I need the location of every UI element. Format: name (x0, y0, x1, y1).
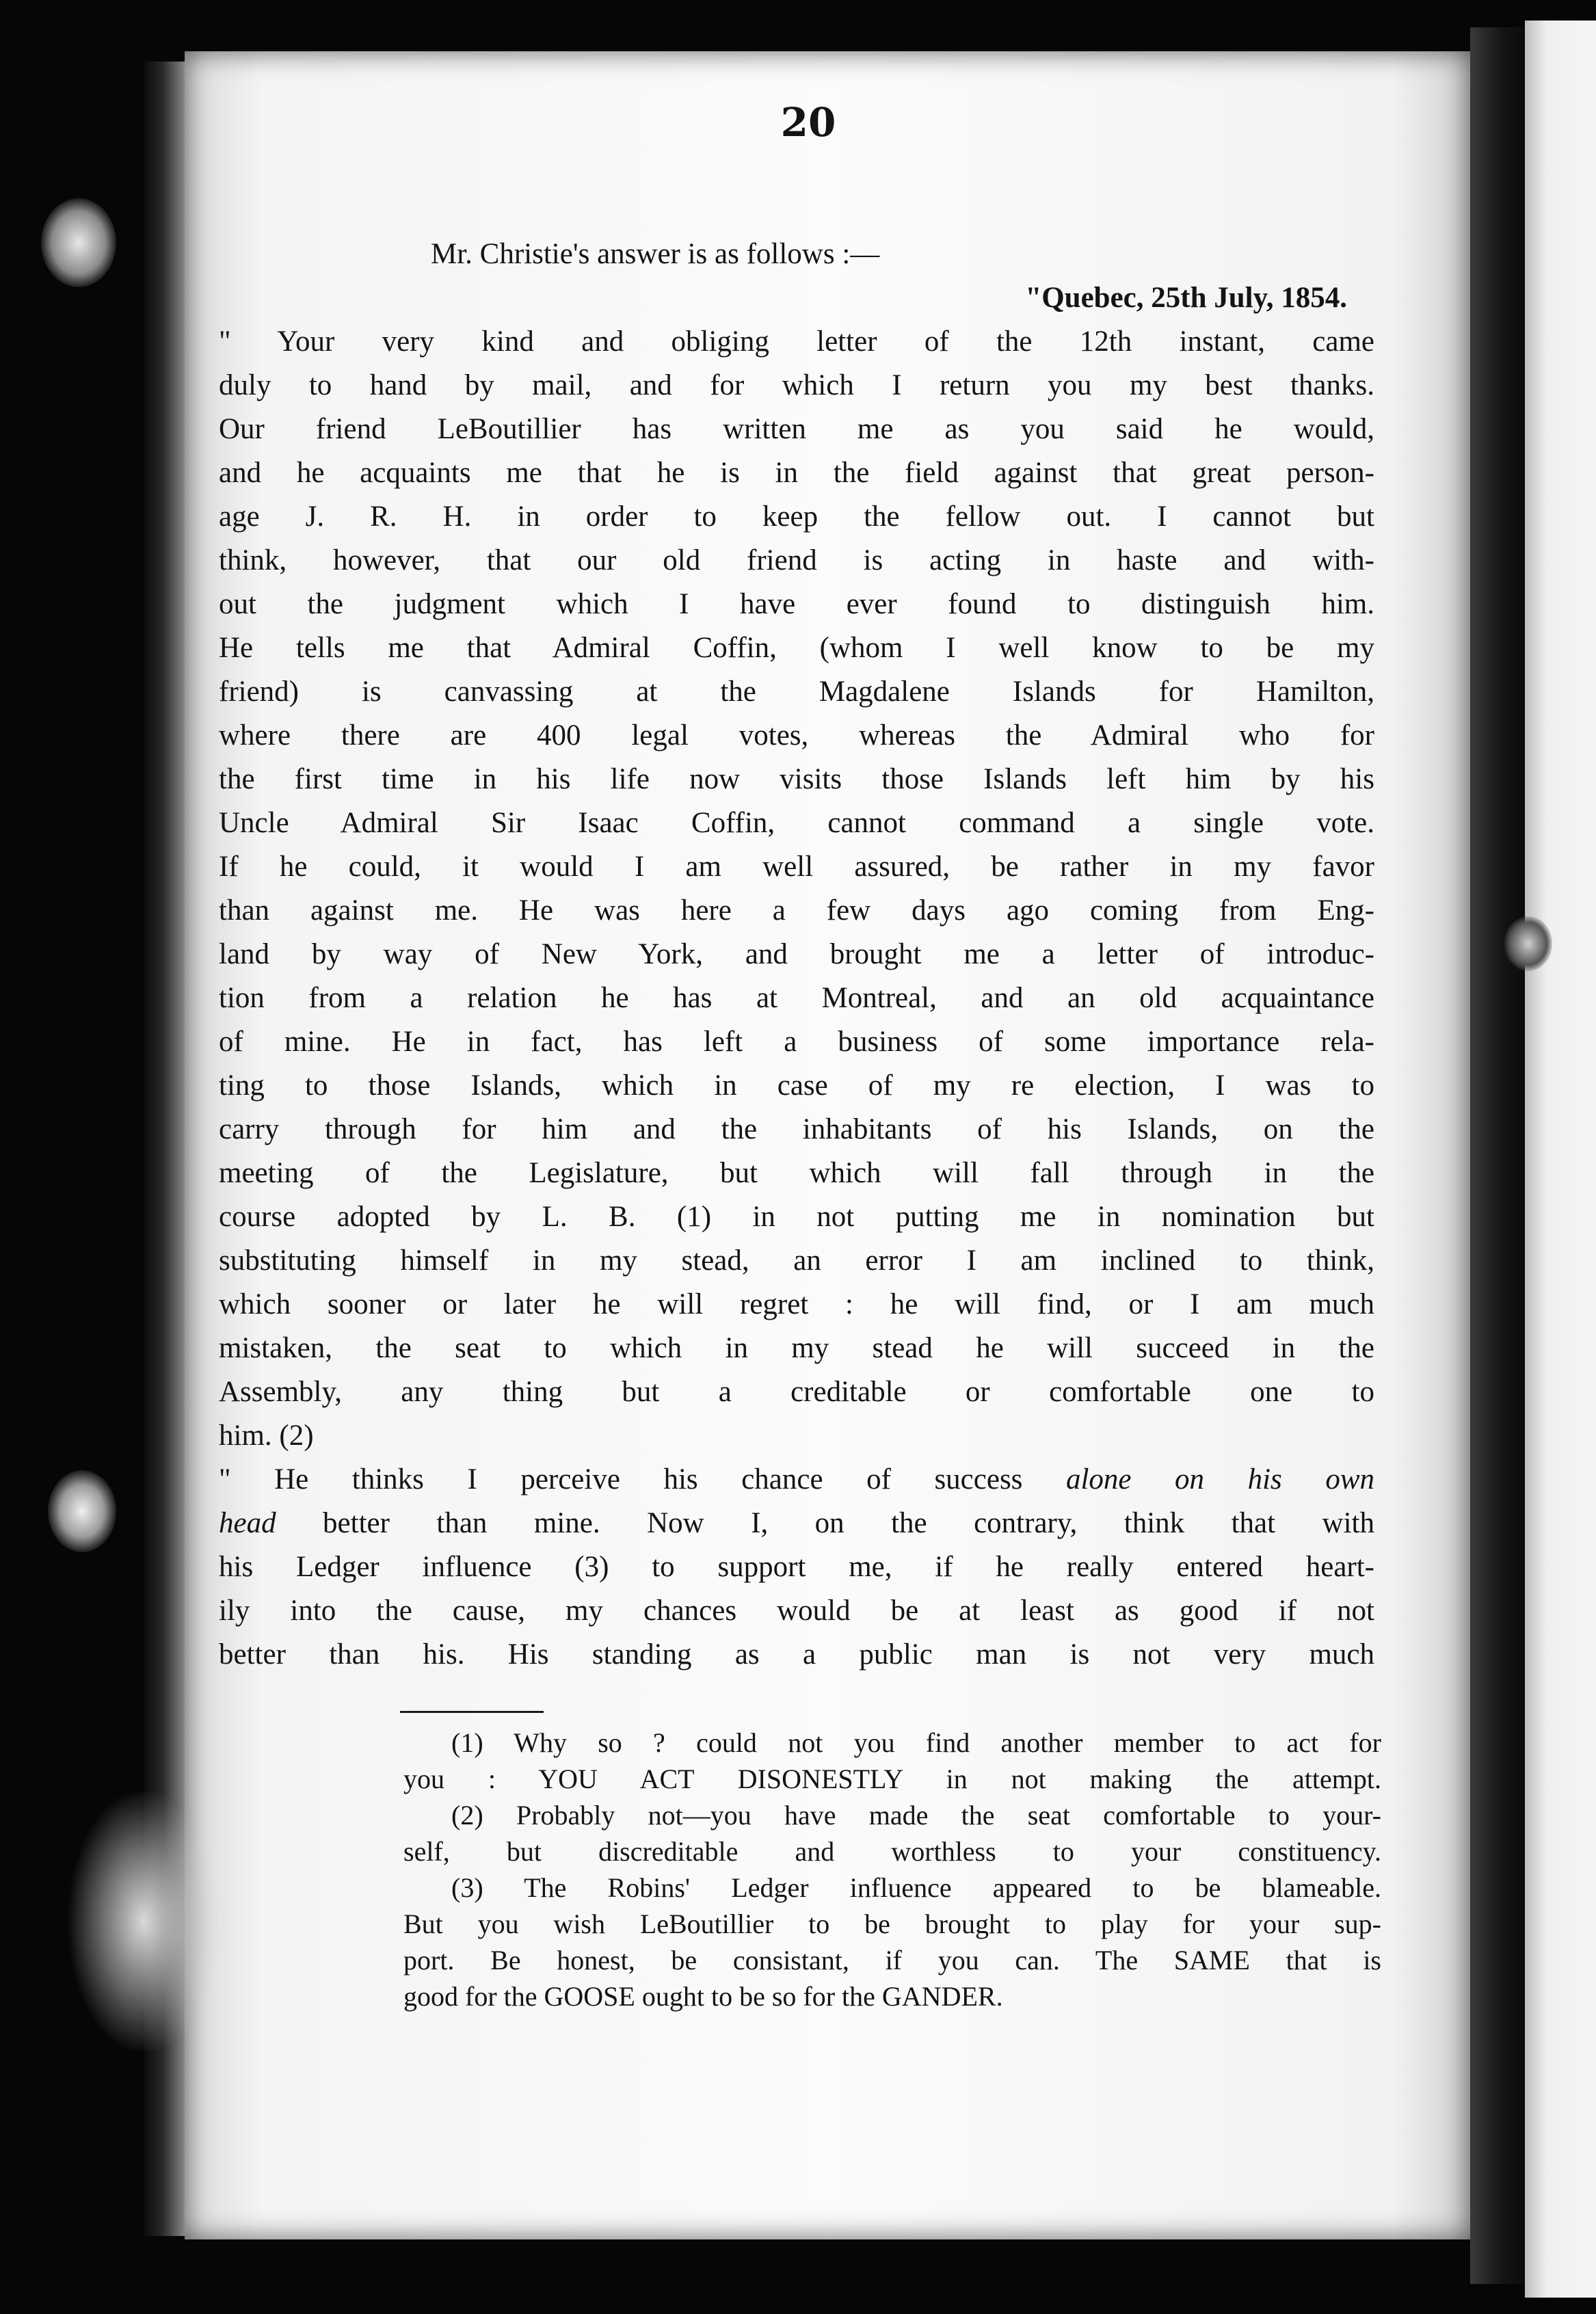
paragraph-2 (219, 1458, 1374, 1677)
text-line: " He thinks I perceive his chance of success alone on his own (219, 1463, 1374, 1495)
text-line: carry through for him and the inhabitants of his Islands, on the (219, 1113, 1374, 1145)
text-line: He tells me that Admiral Coffin, (whom I well know to be my (219, 632, 1374, 664)
text-line: out the judgment which I have ever found to distinguish him. (219, 588, 1374, 620)
binding-clip (1504, 916, 1552, 971)
paper-debris (48, 1470, 116, 1552)
paper-debris (68, 1792, 219, 2051)
footnote-line: self, but discreditable and worthless to your constituency. (403, 1836, 1381, 1867)
footnote-line: port. Be honest, be consistant, if you can. The SAME that is (403, 1945, 1381, 1976)
footnote-line: (3) The Robins' Ledger influence appeared to be blameable. (451, 1872, 1381, 1903)
text-line: where there are 400 legal votes, whereas the Admiral who for (219, 719, 1374, 752)
text-line: land by way of New York, and brought me a letter of introduc- (219, 938, 1374, 970)
text-line: meeting of the Legislature, but which will fall through in the (219, 1157, 1374, 1189)
text-line: Our friend LeBoutillier has written me as you said he would, (219, 413, 1374, 445)
next-page-edge (1525, 21, 1596, 2298)
text-line: which sooner or later he will regret : he will find, or I am much (219, 1288, 1374, 1320)
text-line: Assembly, any thing but a creditable or comfortable one to (219, 1376, 1374, 1408)
text-line: " Your very kind and obliging letter of the 12th instant, came (219, 325, 1374, 358)
italic-text: head (219, 1507, 276, 1539)
text-line: the first time in his life now visits those Islands left him by his (219, 763, 1374, 795)
text-line: ting to those Islands, which in case of my re election, I was to (219, 1069, 1374, 1102)
text-line: substituting himself in my stead, an error I am inclined to think, (219, 1245, 1374, 1277)
footnote-line: you : YOU ACT DISONESTLY in not making the attempt. (403, 1764, 1381, 1794)
italic-text: alone on his own (1065, 1463, 1374, 1495)
letter-heading: Mr. Christie's answer is as follows :— (431, 238, 880, 270)
page-gutter (1470, 27, 1525, 2284)
paragraph-1 (219, 320, 1374, 1458)
text-line: course adopted by L. B. (1) in not putting me in nomination but (219, 1201, 1374, 1233)
text-line: him. (2) (219, 1420, 314, 1452)
text-line: friend) is canvassing at the Magdalene Islands for Hamilton, (219, 676, 1374, 708)
footnote-rule (400, 1711, 544, 1713)
text-line: If he could, it would I am well assured, be rather in my favor (219, 851, 1374, 883)
dateline: "Quebec, 25th July, 1854. (1025, 282, 1347, 314)
letter-text (219, 232, 1374, 1677)
text-line: better than his. His standing as a public man is not very much (219, 1638, 1374, 1671)
text-line: and he acquaints me that he is in the field against that great person- (219, 457, 1374, 489)
text-line: mistaken, the seat to which in my stead he will succeed in the (219, 1332, 1374, 1364)
text-line: Uncle Admiral Sir Isaac Coffin, cannot command a single vote. (219, 807, 1374, 839)
text-line: think, however, that our old friend is acting in haste and with- (219, 544, 1374, 576)
paper-debris (41, 198, 116, 287)
text-line: age J. R. H. in order to keep the fellow out. I cannot but (219, 501, 1374, 533)
text-line: tion from a relation he has at Montreal, and an old acquaintance (219, 982, 1374, 1014)
page-number: 20 (780, 99, 836, 146)
footnote-line: But you wish LeBoutillier to be brought to play for your sup- (403, 1909, 1381, 1939)
text-line: duly to hand by mail, and for which I return you my best thanks. (219, 369, 1374, 401)
footnote-line: (2) Probably not—you have made the seat comfortable to your- (451, 1800, 1381, 1831)
text-line: of mine. He in fact, has left a business of some importance rela- (219, 1026, 1374, 1058)
footnote-line: (1) Why so ? could not you find another member to act for (451, 1727, 1381, 1758)
text-line: his Ledger influence (3) to support me, if he really entered heart- (219, 1551, 1374, 1583)
text-line: ily into the cause, my chances would be at least as good if not (219, 1595, 1374, 1627)
text-line: head better than mine. Now I, on the contrary, think that with (219, 1507, 1374, 1539)
footnote-line: good for the GOOSE ought to be so for the GANDER. (403, 1981, 1003, 2012)
text-line: than against me. He was here a few days ago coming from Eng- (219, 894, 1374, 927)
